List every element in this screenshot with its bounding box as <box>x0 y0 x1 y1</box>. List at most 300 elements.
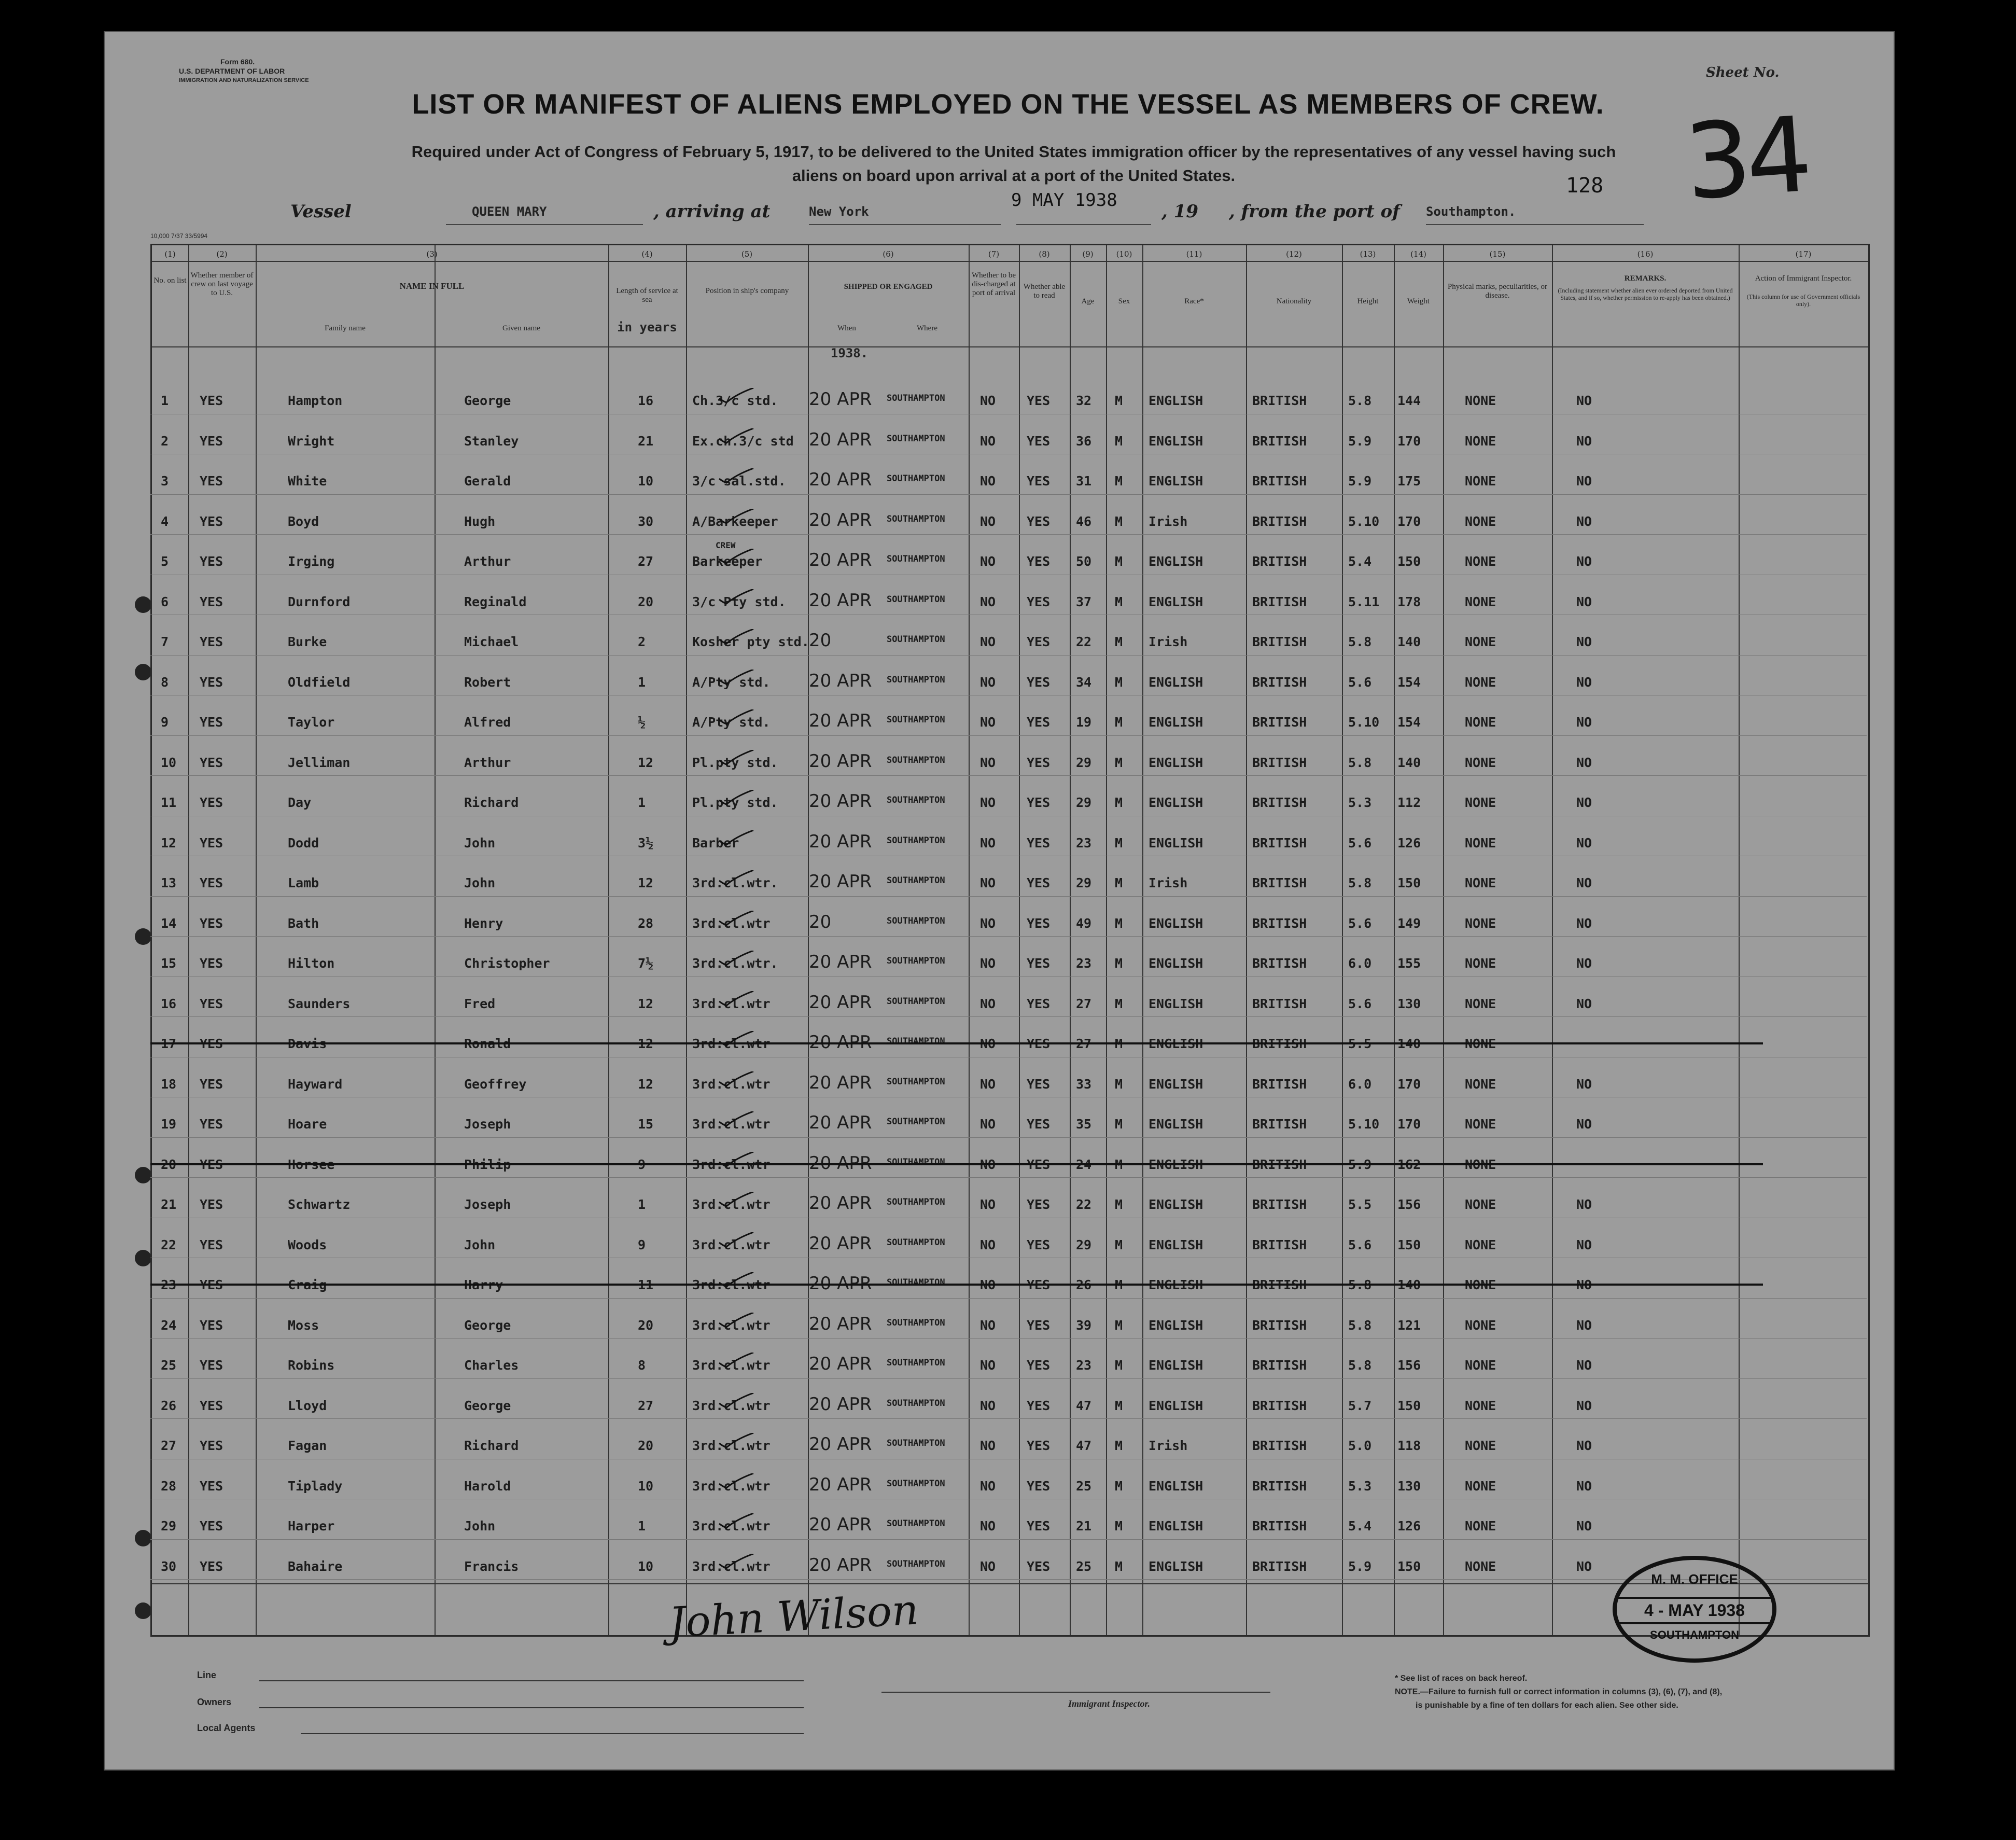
checkmark-icon <box>718 830 754 846</box>
cell-height: 6.0 <box>1348 956 1372 971</box>
header-rule <box>152 261 1868 262</box>
cell-weight: 121 <box>1397 1317 1421 1333</box>
cell-given-name: Arthur <box>464 755 511 770</box>
cell-remarks: NO <box>1576 795 1592 810</box>
cell-able-to-read: YES <box>1027 634 1051 649</box>
cell-shipped-when: 20 APR <box>809 1554 872 1576</box>
form-number: Form 680. <box>220 58 255 66</box>
cell-last-voyage: YES <box>200 1398 223 1413</box>
table-row <box>150 735 1867 776</box>
cell-weight: 154 <box>1397 715 1421 730</box>
cell-nationality: BRITISH <box>1252 634 1307 649</box>
cell-discharged: NO <box>980 1558 996 1574</box>
col-number: (11) <box>1186 249 1202 259</box>
cell-able-to-read: YES <box>1027 1076 1051 1092</box>
header-length-service: Length of service at sea <box>616 287 678 304</box>
cell-last-voyage: YES <box>200 1558 223 1574</box>
department-name: U.S. DEPARTMENT OF LABOR <box>179 67 285 75</box>
cell-race: ENGLISH <box>1149 1117 1203 1132</box>
header-name-in-full: NAME IN FULL <box>399 281 465 291</box>
cell-remarks: NO <box>1576 1518 1592 1534</box>
cell-last-voyage: YES <box>200 473 223 489</box>
vessel-name: QUEEN MARY <box>472 204 547 219</box>
header-age: Age <box>1081 297 1095 305</box>
cell-family-name: White <box>288 473 327 489</box>
cell-last-voyage: YES <box>200 554 223 569</box>
cell-remarks: NO <box>1576 1076 1592 1092</box>
cell-last-voyage: YES <box>200 1156 223 1172</box>
cell-weight: 150 <box>1397 875 1421 890</box>
cell-remarks: NO <box>1576 996 1592 1011</box>
header-weight: Weight <box>1407 297 1430 305</box>
cell-shipped-when: 20 APR <box>809 791 872 812</box>
cell-race: ENGLISH <box>1149 795 1203 810</box>
cell-sex: M <box>1115 1518 1123 1534</box>
cell-row-number: 15 <box>161 956 177 971</box>
cell-weight: 170 <box>1397 1076 1421 1092</box>
table-row <box>150 936 1867 977</box>
cell-physical-marks: NONE <box>1465 1117 1496 1132</box>
cell-given-name: Richard <box>464 1438 519 1453</box>
cell-family-name: Bahaire <box>288 1558 343 1574</box>
header-remarks: REMARKS. <box>1624 274 1667 283</box>
cell-remarks: NO <box>1576 1117 1592 1132</box>
footer-note-penalty-2: is punishable by a fine of ten dollars for each alien. See other side. <box>1416 1701 1678 1710</box>
cell-age: 47 <box>1076 1438 1092 1453</box>
cell-able-to-read: YES <box>1027 1277 1051 1292</box>
cell-position: 3rd.cl.wtr <box>692 915 771 931</box>
cell-row-number: 18 <box>161 1076 177 1092</box>
mm-office-stamp <box>1613 1556 1776 1663</box>
cell-row-number: 25 <box>161 1358 177 1373</box>
cell-given-name: Stanley <box>464 433 519 449</box>
cell-race: ENGLISH <box>1149 1197 1203 1212</box>
checkmark-icon <box>718 790 754 805</box>
cell-age: 50 <box>1076 554 1092 569</box>
cell-given-name: Geoffrey <box>464 1076 527 1092</box>
cell-length-of-service: 10 <box>638 473 654 489</box>
cell-row-number: 5 <box>161 554 169 569</box>
cell-row-number: 19 <box>161 1117 177 1132</box>
cell-position: 3rd.cl.wtr <box>692 1438 771 1453</box>
cell-physical-marks: NONE <box>1465 795 1496 810</box>
cell-race: ENGLISH <box>1149 996 1203 1011</box>
cell-sex: M <box>1115 393 1123 408</box>
cell-family-name: Robins <box>288 1358 335 1373</box>
cell-able-to-read: YES <box>1027 1478 1051 1494</box>
cell-length-of-service: 1 <box>638 795 646 810</box>
checkmark-icon <box>718 509 754 524</box>
cell-remarks: NO <box>1576 835 1592 851</box>
cell-weight: 130 <box>1397 1478 1421 1494</box>
cell-shipped-when: 20 APR <box>809 1152 872 1174</box>
cell-family-name: Hoare <box>288 1117 327 1132</box>
cell-position: 3rd.cl.wtr <box>692 1317 771 1333</box>
vessel-label: Vessel <box>290 201 352 222</box>
cell-nationality: BRITISH <box>1252 433 1307 449</box>
cell-age: 21 <box>1076 1518 1092 1534</box>
cell-length-of-service: 27 <box>638 554 654 569</box>
cell-given-name: Christopher <box>464 956 550 971</box>
cell-given-name: Philip <box>464 1156 511 1172</box>
cell-age: 34 <box>1076 674 1092 690</box>
cell-physical-marks: NONE <box>1465 473 1496 489</box>
cell-position: 3rd.cl.wtr <box>692 1478 771 1494</box>
cell-last-voyage: YES <box>200 1076 223 1092</box>
cell-shipped-where: SOUTHAMPTON <box>887 513 945 524</box>
col-number: (16) <box>1637 249 1654 259</box>
cell-remarks: NO <box>1576 393 1592 408</box>
cell-given-name: Fred <box>464 996 496 1011</box>
cell-weight: 162 <box>1397 1156 1421 1172</box>
checkmark-icon <box>718 1192 754 1207</box>
cell-sex: M <box>1115 795 1123 810</box>
cell-nationality: BRITISH <box>1252 1076 1307 1092</box>
strikethrough-line <box>150 1163 1763 1165</box>
cell-age: 47 <box>1076 1398 1092 1413</box>
cell-weight: 170 <box>1397 1117 1421 1132</box>
from-port-label: , from the port of <box>1229 201 1400 222</box>
cell-last-voyage: YES <box>200 1277 223 1292</box>
cell-given-name: Ronald <box>464 1036 511 1051</box>
cell-height: 5.5 <box>1348 1197 1372 1212</box>
underline <box>1426 224 1644 225</box>
cell-family-name: Moss <box>288 1317 319 1333</box>
underline <box>446 224 643 225</box>
cell-physical-marks: NONE <box>1465 835 1496 851</box>
cell-position: 3rd.cl.wtr <box>692 1358 771 1373</box>
cell-physical-marks: NONE <box>1465 1277 1496 1292</box>
cell-given-name: John <box>464 1237 496 1252</box>
cell-age: 23 <box>1076 835 1092 851</box>
cell-race: ENGLISH <box>1149 835 1203 851</box>
cell-sex: M <box>1115 1438 1123 1453</box>
table-row <box>150 1378 1867 1419</box>
cell-discharged: NO <box>980 1237 996 1252</box>
cell-nationality: BRITISH <box>1252 1277 1307 1292</box>
cell-weight: 170 <box>1397 433 1421 449</box>
cell-sex: M <box>1115 473 1123 489</box>
cell-weight: 130 <box>1397 996 1421 1011</box>
cell-last-voyage: YES <box>200 835 223 851</box>
cell-sex: M <box>1115 674 1123 690</box>
cell-able-to-read: YES <box>1027 1156 1051 1172</box>
cell-age: 22 <box>1076 1197 1092 1212</box>
cell-age: 22 <box>1076 634 1092 649</box>
cell-last-voyage: YES <box>200 755 223 770</box>
cell-able-to-read: YES <box>1027 1438 1051 1453</box>
cell-age: 32 <box>1076 393 1092 408</box>
cell-length-of-service: 12 <box>638 875 654 890</box>
sheet-number-handwritten: 34 <box>1681 94 1811 224</box>
cell-length-of-service: 1 <box>638 1197 646 1212</box>
cell-shipped-when: 20 APR <box>809 1032 872 1053</box>
cell-race: ENGLISH <box>1149 433 1203 449</box>
col-number: (15) <box>1489 249 1506 259</box>
footer-note-penalty-1: NOTE.—Failure to furnish full or correct information in columns (3), (6), (7), and (8), <box>1395 1688 1723 1696</box>
cell-shipped-where: SOUTHAMPTON <box>887 1076 945 1087</box>
cell-physical-marks: NONE <box>1465 1558 1496 1574</box>
cell-weight: 118 <box>1397 1438 1421 1453</box>
checkmark-icon <box>718 388 754 403</box>
header-given-name: Given name <box>502 324 540 332</box>
cell-discharged: NO <box>980 996 996 1011</box>
cell-shipped-when: 20 APR <box>809 710 872 731</box>
cell-last-voyage: YES <box>200 1518 223 1534</box>
cell-length-of-service: 10 <box>638 1558 654 1574</box>
cell-age: 29 <box>1076 795 1092 810</box>
cell-sex: M <box>1115 433 1123 449</box>
cell-sex: M <box>1115 554 1123 569</box>
cell-shipped-when: 20 APR <box>809 590 872 611</box>
cell-physical-marks: NONE <box>1465 1036 1496 1051</box>
cell-last-voyage: YES <box>200 1237 223 1252</box>
cell-physical-marks: NONE <box>1465 875 1496 890</box>
cell-shipped-when: 20 <box>809 630 832 651</box>
cell-discharged: NO <box>980 393 996 408</box>
cell-given-name: Harry <box>464 1277 503 1292</box>
header-discharged: Whether to be dis-charged at port of arrival <box>972 271 1016 297</box>
cell-shipped-where: SOUTHAMPTON <box>887 1358 945 1368</box>
cell-able-to-read: YES <box>1027 835 1051 851</box>
cell-sex: M <box>1115 634 1123 649</box>
cell-row-number: 17 <box>161 1036 177 1051</box>
cell-nationality: BRITISH <box>1252 594 1307 609</box>
cell-height: 5.6 <box>1348 674 1372 690</box>
cell-height: 5.8 <box>1348 875 1372 890</box>
table-row <box>150 1258 1867 1298</box>
cell-length-of-service: 9 <box>638 1237 646 1252</box>
cell-race: ENGLISH <box>1149 1518 1203 1534</box>
table-row <box>150 494 1867 535</box>
checkmark-icon <box>718 1554 754 1569</box>
header-physical-marks: Physical marks, peculiarities, or disease. <box>1447 283 1548 300</box>
cell-able-to-read: YES <box>1027 795 1051 810</box>
table-row <box>150 1177 1867 1218</box>
cell-family-name: Boyd <box>288 513 319 529</box>
table-row <box>150 1298 1867 1339</box>
cell-race: ENGLISH <box>1149 594 1203 609</box>
cell-row-number: 30 <box>161 1558 177 1574</box>
footer-owners-label: Owners <box>197 1697 232 1707</box>
cell-physical-marks: NONE <box>1465 996 1496 1011</box>
cell-position: 3rd.cl.wtr <box>692 1036 771 1051</box>
cell-height: 5.0 <box>1348 1438 1372 1453</box>
cell-sex: M <box>1115 1076 1123 1092</box>
header-race: Race* <box>1184 297 1204 305</box>
cell-given-name: Charles <box>464 1358 519 1373</box>
cell-weight: 140 <box>1397 1036 1421 1051</box>
cell-nationality: BRITISH <box>1252 1478 1307 1494</box>
cell-shipped-when: 20 APR <box>809 550 872 570</box>
cell-remarks: NO <box>1576 1558 1592 1574</box>
cell-height: 5.10 <box>1348 715 1380 730</box>
cell-nationality: BRITISH <box>1252 513 1307 529</box>
cell-family-name: Durnford <box>288 594 351 609</box>
cell-shipped-when: 20 APR <box>809 429 872 450</box>
cell-age: 25 <box>1076 1558 1092 1574</box>
cell-position: 3rd.cl.wtr <box>692 1076 771 1092</box>
cell-physical-marks: NONE <box>1465 1518 1496 1534</box>
year-annotation: 1938. <box>830 346 869 360</box>
cell-discharged: NO <box>980 1317 996 1333</box>
cell-shipped-when: 20 APR <box>809 389 872 410</box>
cell-race: ENGLISH <box>1149 1478 1203 1494</box>
cell-race: ENGLISH <box>1149 1558 1203 1574</box>
cell-row-number: 3 <box>161 473 169 489</box>
binder-hole <box>135 1530 151 1546</box>
cell-sex: M <box>1115 1277 1123 1292</box>
cell-remarks: NO <box>1576 915 1592 931</box>
cell-physical-marks: NONE <box>1465 956 1496 971</box>
cell-length-of-service: 27 <box>638 1398 654 1413</box>
cell-age: 46 <box>1076 513 1092 529</box>
cell-row-number: 16 <box>161 996 177 1011</box>
cell-age: 25 <box>1076 1478 1092 1494</box>
cell-position: 3rd.cl.wtr <box>692 1558 771 1574</box>
cell-height: 5.6 <box>1348 915 1372 931</box>
cell-physical-marks: NONE <box>1465 1197 1496 1212</box>
cell-physical-marks: NONE <box>1465 554 1496 569</box>
cell-last-voyage: YES <box>200 795 223 810</box>
checkmark-icon <box>718 629 754 645</box>
cell-row-number: 8 <box>161 674 169 690</box>
cell-row-number: 27 <box>161 1438 177 1453</box>
strikethrough-line <box>150 1284 1763 1286</box>
cell-given-name: John <box>464 875 496 890</box>
cell-age: 49 <box>1076 915 1092 931</box>
cell-height: 5.3 <box>1348 1478 1372 1494</box>
cell-discharged: NO <box>980 755 996 770</box>
cell-height: 5.8 <box>1348 1358 1372 1373</box>
cell-nationality: BRITISH <box>1252 755 1307 770</box>
cell-discharged: NO <box>980 1117 996 1132</box>
cell-height: 5.10 <box>1348 513 1380 529</box>
table-row <box>150 655 1867 695</box>
cell-race: ENGLISH <box>1149 393 1203 408</box>
cell-remarks: NO <box>1576 674 1592 690</box>
table-row <box>150 1418 1867 1459</box>
cell-physical-marks: NONE <box>1465 433 1496 449</box>
cell-position: 3rd.cl.wtr <box>692 1117 771 1132</box>
cell-remarks: NO <box>1576 1237 1592 1252</box>
cell-row-number: 24 <box>161 1317 177 1333</box>
cell-remarks: NO <box>1576 433 1592 449</box>
cell-nationality: BRITISH <box>1252 393 1307 408</box>
cell-position: Ex.ch.3/c std <box>692 433 794 449</box>
binder-hole <box>135 1250 151 1266</box>
cell-last-voyage: YES <box>200 1317 223 1333</box>
cell-position: 3rd.cl.wtr <box>692 1197 771 1212</box>
cell-position: 3rd.cl.wtr <box>692 1156 771 1172</box>
cell-last-voyage: YES <box>200 915 223 931</box>
cell-weight: 150 <box>1397 1398 1421 1413</box>
cell-weight: 170 <box>1397 513 1421 529</box>
cell-sex: M <box>1115 1237 1123 1252</box>
cell-last-voyage: YES <box>200 393 223 408</box>
cell-position: 3rd.cl.wtr <box>692 1398 771 1413</box>
cell-physical-marks: NONE <box>1465 1398 1496 1413</box>
cell-shipped-where: SOUTHAMPTON <box>887 1277 945 1288</box>
cell-nationality: BRITISH <box>1252 1398 1307 1413</box>
cell-row-number: 26 <box>161 1398 177 1413</box>
cell-remarks: NO <box>1576 473 1592 489</box>
cell-discharged: NO <box>980 835 996 851</box>
cell-position: 3rd.cl.wtr <box>692 1277 771 1292</box>
cell-physical-marks: NONE <box>1465 393 1496 408</box>
from-port: Southampton. <box>1426 204 1516 219</box>
cell-race: Irish <box>1149 1438 1188 1453</box>
cell-position: 3/c sal.std. <box>692 473 786 489</box>
cell-weight: 140 <box>1397 1277 1421 1292</box>
cell-race: ENGLISH <box>1149 674 1203 690</box>
cell-given-name: George <box>464 1398 511 1413</box>
table-row <box>150 1097 1867 1137</box>
cell-remarks: NO <box>1576 634 1592 649</box>
col-number: (2) <box>216 249 228 259</box>
cell-age: 23 <box>1076 956 1092 971</box>
cell-nationality: BRITISH <box>1252 1518 1307 1534</box>
cell-last-voyage: YES <box>200 674 223 690</box>
cell-discharged: NO <box>980 1478 996 1494</box>
header-action-note: (This column for use of Government officials only). <box>1746 293 1860 308</box>
cell-discharged: NO <box>980 1156 996 1172</box>
cell-family-name: Lloyd <box>288 1398 327 1413</box>
cell-length-of-service: 20 <box>638 1438 654 1453</box>
table-row <box>150 1016 1867 1057</box>
cell-given-name: Richard <box>464 795 519 810</box>
cell-shipped-where: SOUTHAMPTON <box>887 1237 945 1248</box>
cell-race: ENGLISH <box>1149 1398 1203 1413</box>
cell-physical-marks: NONE <box>1465 1317 1496 1333</box>
cell-position: A/Pty std. <box>692 715 771 730</box>
cell-family-name: Horsee <box>288 1156 335 1172</box>
cell-able-to-read: YES <box>1027 393 1051 408</box>
underline <box>259 1680 804 1681</box>
cell-family-name: Hampton <box>288 393 343 408</box>
cell-shipped-where: SOUTHAMPTON <box>887 1438 945 1448</box>
cell-able-to-read: YES <box>1027 1558 1051 1574</box>
cell-given-name: Hugh <box>464 513 496 529</box>
cell-remarks: NO <box>1576 1197 1592 1212</box>
cell-shipped-when: 20 APR <box>809 992 872 1013</box>
cell-age: 27 <box>1076 996 1092 1011</box>
header-height: Height <box>1357 297 1379 305</box>
col-number: (14) <box>1410 249 1426 259</box>
cell-shipped-when: 20 APR <box>809 1072 872 1093</box>
cell-row-number: 4 <box>161 513 169 529</box>
cell-physical-marks: NONE <box>1465 1478 1496 1494</box>
cell-race: ENGLISH <box>1149 715 1203 730</box>
cell-length-of-service: 28 <box>638 915 654 931</box>
cell-position: 3rd.cl.wtr. <box>692 956 778 971</box>
cell-length-of-service: 10 <box>638 1478 654 1494</box>
header-shipped-engaged: SHIPPED OR ENGAGED <box>844 283 933 291</box>
cell-able-to-read: YES <box>1027 915 1051 931</box>
cell-last-voyage: YES <box>200 996 223 1011</box>
cell-last-voyage: YES <box>200 513 223 529</box>
service-name: IMMIGRATION AND NATURALIZATION SERVICE <box>179 77 309 83</box>
table-row <box>150 856 1867 896</box>
cell-position: Pl.pty std. <box>692 755 778 770</box>
cell-sex: M <box>1115 1036 1123 1051</box>
cell-able-to-read: YES <box>1027 594 1051 609</box>
cell-row-number: 7 <box>161 634 169 649</box>
cell-given-name: Michael <box>464 634 519 649</box>
cell-discharged: NO <box>980 554 996 569</box>
cell-family-name: Bath <box>288 915 319 931</box>
cell-height: 5.6 <box>1348 996 1372 1011</box>
